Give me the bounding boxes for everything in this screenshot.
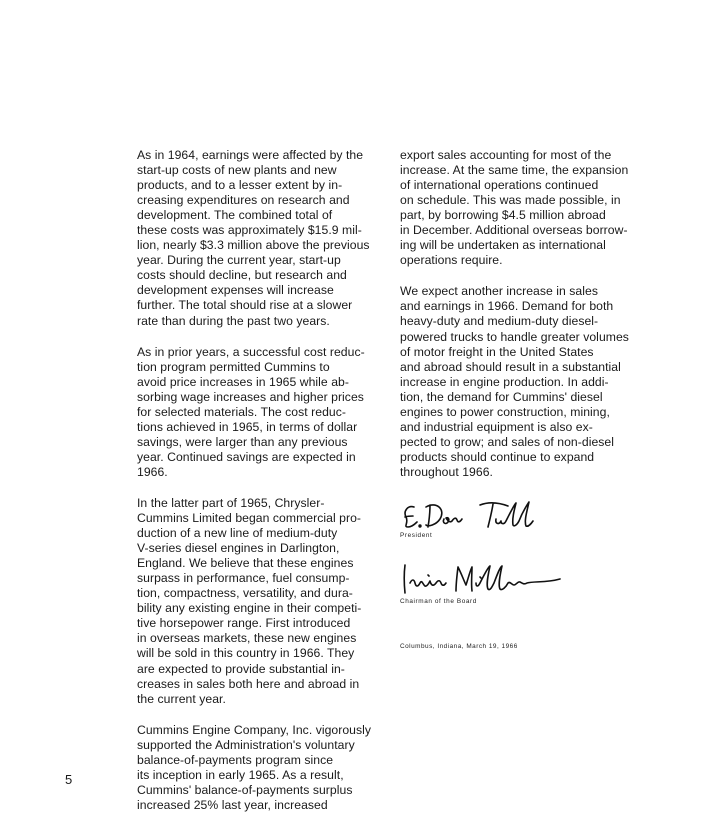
text-line: and abroad should result in a substantial <box>400 359 621 374</box>
text-line: In the latter part of 1965, Chrysler- <box>137 495 325 510</box>
text-line: its inception in early 1965. As a result, <box>137 767 344 782</box>
text-line: part, by borrowing $4.5 million abroad <box>400 208 606 223</box>
paragraph-outlook-1966 <box>400 284 640 480</box>
text-line: ing will be undertaken as international <box>400 238 606 253</box>
text-line: savings, were larger than any previous <box>137 434 348 449</box>
text-line: Cummins Engine Company, Inc. vigorously <box>137 722 372 737</box>
text-line: and industrial equipment is also ex- <box>400 419 593 434</box>
text-line: increased 25% last year, increased <box>137 797 328 812</box>
right-column <box>400 148 640 496</box>
text-line: in overseas markets, these new engines <box>137 631 357 646</box>
president-signature <box>400 497 550 531</box>
text-line: powered trucks to handle greater volumes <box>400 329 629 344</box>
text-line: throughout 1966. <box>400 464 493 479</box>
text-line: pected to grow; and sales of non-diesel <box>400 434 615 449</box>
text-line: year. During the current year, start-up <box>137 253 341 268</box>
president-signature-block <box>400 497 550 539</box>
text-line: balance-of-payments program since <box>137 752 334 767</box>
paragraph-balance-of-payments <box>137 723 377 813</box>
text-line: further. The total should rise at a slower <box>137 298 353 313</box>
text-line: We expect another increase in sales <box>400 284 598 299</box>
text-line: tion, compactness, versatility, and dura- <box>137 586 353 601</box>
text-line: V-series diesel engines in Darlington, <box>137 541 340 556</box>
text-line: avoid price increases in 1965 while ab- <box>137 374 349 389</box>
text-line: the current year. <box>137 691 226 706</box>
text-line: supported the Administration's voluntary <box>137 737 355 752</box>
text-line: increase. At the same time, the expansion <box>400 163 629 178</box>
text-line: lion, nearly $3.3 million above the previous <box>137 238 370 253</box>
text-line: operations require. <box>400 253 503 268</box>
chairman-signature-block <box>400 561 570 605</box>
text-line: are expected to provide substantial in- <box>137 661 345 676</box>
text-line: development expenses will increase <box>137 283 334 298</box>
text-line: increase in engine production. In addi- <box>400 374 609 389</box>
text-line: heavy-duty and medium-duty diesel- <box>400 314 599 329</box>
text-line: engines to power construction, mining, <box>400 404 610 419</box>
text-line: surpass in performance, fuel consump- <box>137 571 350 586</box>
text-line: these costs was approximately $15.9 mil- <box>137 223 362 238</box>
text-line: England. We believe that these engines <box>137 556 354 571</box>
text-line: creases in sales both here and abroad in <box>137 676 360 691</box>
page-number: 5 <box>65 772 73 787</box>
text-line: for selected materials. The cost reduc- <box>137 404 346 419</box>
text-line: Cummins Limited began commercial pro- <box>137 511 362 526</box>
text-line: on schedule. This was made possible, in <box>400 193 621 208</box>
text-line: will be sold in this country in 1966. They <box>137 646 355 661</box>
president-title: President <box>400 532 433 539</box>
text-line: tions achieved in 1965, in terms of dollar <box>137 419 358 434</box>
chairman-title: Chairman of the Board <box>400 598 477 605</box>
paragraph-cost-reduction <box>137 345 377 480</box>
text-line: costs should decline, but research and <box>137 268 347 283</box>
text-line: start-up costs of new plants and new <box>137 163 337 178</box>
text-line: export sales accounting for most of the <box>400 148 612 162</box>
text-line: sorbing wage increases and higher prices <box>137 389 364 404</box>
text-line: of international operations continued <box>400 178 599 193</box>
text-line: in December. Additional overseas borrow- <box>400 223 628 238</box>
text-line: products, and to a lesser extent by in- <box>137 178 343 193</box>
text-line: Cummins' balance-of-payments surplus <box>137 782 353 797</box>
text-line: products should continue to expand <box>400 449 595 464</box>
text-line: and earnings in 1966. Demand for both <box>400 299 614 314</box>
text-line: rate than during the past two years. <box>137 313 330 328</box>
left-column <box>137 148 377 829</box>
text-line: bility any existing engine in their competi- <box>137 601 362 616</box>
text-line: of motor freight in the United States <box>400 344 594 359</box>
chairman-signature <box>400 561 570 597</box>
text-line: 1966. <box>137 464 168 479</box>
text-line: As in prior years, a successful cost reduc- <box>137 344 365 359</box>
place-date: Columbus, Indiana, March 19, 1966 <box>400 643 518 650</box>
text-line: As in 1964, earnings were affected by the <box>137 148 364 162</box>
text-line: tion program permitted Cummins to <box>137 359 330 374</box>
text-line: tion, the demand for Cummins' diesel <box>400 389 603 404</box>
text-line: tive horsepower range. First introduced <box>137 616 351 631</box>
text-line: development. The combined total of <box>137 208 333 223</box>
text-line: creasing expenditures on research and <box>137 193 350 208</box>
text-line: duction of a new line of medium-duty <box>137 526 338 541</box>
paragraph-chrysler-cummins <box>137 496 377 707</box>
paragraph-earnings <box>137 148 377 329</box>
paragraph-export-sales <box>400 148 640 268</box>
text-line: year. Continued savings are expected in <box>137 449 356 464</box>
